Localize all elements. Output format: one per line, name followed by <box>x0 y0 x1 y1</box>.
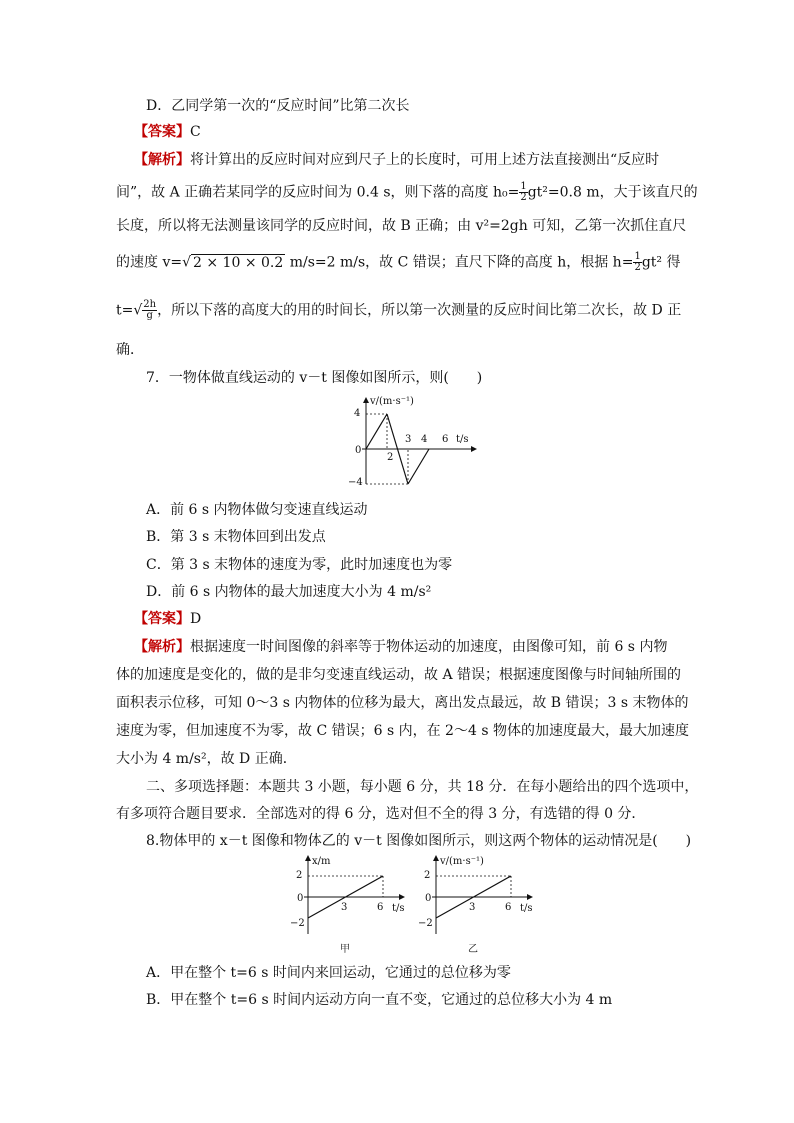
frac-num: 2h <box>143 299 157 310</box>
q7-option-c: C．第 3 s 末物体的速度为零，此时加速度也为零 <box>146 557 453 573</box>
analysis-tag: 【解析】 <box>134 152 190 168</box>
analysis-text: 将计算出的反应时间对应到尺子上的长度时，可用上述方法直接测出“反应时 <box>190 152 660 168</box>
y-tick-neg2: −2 <box>418 918 433 929</box>
answer-tag: 【答案】 <box>134 124 190 140</box>
q6-option-d: D．乙同学第一次的“反应时间”比第二次长 <box>146 98 410 114</box>
analysis-text: gt²=0.8 m，大于该直尺的 <box>527 184 698 201</box>
sqrt-content: 2 × 10 × 0.2 <box>193 254 284 271</box>
y-axis-label: v/(m·s⁻¹) <box>370 396 414 407</box>
analysis-text: 间”，故 A 正确若某同学的反应时间为 0.4 s，则下落的高度 h₀= <box>116 184 520 201</box>
y-tick-2: 2 <box>424 870 431 881</box>
x-axis-label: t/s <box>392 903 405 914</box>
x-tick-3: 3 <box>405 434 412 445</box>
q6-analysis-l1 <box>134 150 694 170</box>
x-tick-3: 3 <box>469 902 476 913</box>
analysis-text: gt² 得 <box>641 254 681 271</box>
y-tick-4: 4 <box>354 408 361 419</box>
answer-value: C <box>190 124 201 140</box>
series-segment <box>408 449 429 484</box>
graph-caption: 乙 <box>468 944 478 955</box>
x-tick-6: 6 <box>377 902 384 913</box>
y-tick-2: 2 <box>296 870 303 881</box>
q6-analysis-l3: 长度，所以将无法测量该同学的反应时间，故 B 正确；由 v²=2gh 可知，乙第一次抓住直尺 <box>116 218 687 234</box>
q7-analysis-l5: 大小为 4 m/s²，故 D 正确． <box>116 751 297 767</box>
y-axis-label: v/(m·s⁻¹) <box>440 856 484 867</box>
series-segment <box>346 876 384 897</box>
q6-analysis-l6: 确． <box>116 342 144 358</box>
frac-den: 2 <box>634 262 641 273</box>
q7-stem: 7．一物体做直线运动的 v－t 图像如图所示，则( ) <box>146 370 483 386</box>
x-axis-label: t/s <box>520 903 533 914</box>
series-segment <box>387 414 398 449</box>
fraction-half <box>519 182 527 203</box>
frac-den: 2 <box>520 192 527 203</box>
x-tick-6: 6 <box>442 434 449 445</box>
analysis-text: m/s=2 m/s，故 C 错误；直尺下降的高度 h，根据 h= <box>285 254 634 271</box>
q7-option-d: D．前 6 s 内物体的最大加速度大小为 4 m/s² <box>146 584 432 600</box>
q8-graph-yi <box>410 852 540 958</box>
q7-analysis-l2: 体的加速度是变化的，做的是非匀变速直线运动，故 A 错误；根据速度图像与时间轴所围的 <box>116 667 682 683</box>
q7-option-a: A．前 6 s 内物体做匀变速直线运动 <box>146 502 368 518</box>
series-segment <box>398 449 409 484</box>
q6-answer <box>134 122 694 142</box>
answer-value: D <box>190 611 202 627</box>
x-tick-2: 2 <box>387 452 394 463</box>
frac-den: g <box>146 310 153 321</box>
frac-num: 1 <box>634 251 641 262</box>
graph-caption: 甲 <box>340 944 350 955</box>
fraction-half <box>633 252 641 273</box>
q8-graph-jia <box>282 852 412 958</box>
q7-vt-graph <box>340 392 490 492</box>
x-tick-3: 3 <box>341 902 348 913</box>
q7-analysis-l4: 速度为零，但加速度不为零，故 C 错误；6 s 内，在 2～4 s 物体的加速度最大，最大加速度 <box>116 723 689 739</box>
series-segment <box>366 414 387 449</box>
origin-label: 0 <box>355 445 362 456</box>
answer-tag: 【答案】 <box>134 611 190 627</box>
fraction-2h-g <box>142 300 157 321</box>
q6-analysis-l2 <box>116 181 698 203</box>
x-axis-label: t/s <box>456 434 469 445</box>
y-axis-label: x/m <box>312 856 331 867</box>
q7-answer <box>134 609 694 629</box>
q8-stem: 8.物体甲的 x－t 图像和物体乙的 v－t 图像如图所示，则这两个物体的运动情况是( ) <box>146 833 692 849</box>
q7-analysis-l3: 面积表示位移，可知 0～3 s 内物体的位移为最大，离出发点最远，故 B 错误；3 s 末物体的 <box>116 695 689 711</box>
frac-num: 1 <box>520 181 527 192</box>
section2-line2: 有多项符合题目要求．全部选对的得 6 分，选对但不全的得 3 分，有选错的得 0 分． <box>116 806 646 822</box>
origin-label: 0 <box>297 893 304 904</box>
analysis-text: 根据速度一时间图像的斜率等于物体运动的加速度，由图像可知，前 6 s 内物 <box>190 639 668 655</box>
q6-analysis-l4 <box>116 251 681 273</box>
analysis-text: 的速度 v=√ <box>116 254 192 271</box>
q8-option-a: A．甲在整个 t=6 s 时间内来回运动，它通过的总位移为零 <box>146 965 511 981</box>
y-tick-neg2: −2 <box>290 918 305 929</box>
y-tick-neg4: −4 <box>348 477 363 488</box>
analysis-tag: 【解析】 <box>134 639 190 655</box>
q7-option-b: B．第 3 s 末物体回到出发点 <box>146 529 326 545</box>
analysis-text: t= <box>116 302 134 319</box>
q6-analysis-l5: t=√ $\frac{2h}{g}$ ，所以下落的高度大的用的时间长，所以第一次测量的反应时间比第二次长，故 D 正 <box>116 299 682 321</box>
q7-analysis-l1 <box>134 637 694 657</box>
origin-label: 0 <box>425 893 432 904</box>
q8-option-b: B．甲在整个 t=6 s 时间内运动方向一直不变，它通过的总位移大小为 4 m <box>146 992 613 1008</box>
series-segment <box>436 897 474 918</box>
series-segment <box>308 897 346 918</box>
section2-line1: 二、多项选择题：本题共 3 小题，每小题 6 分，共 18 分．在每小题给出的四个选项中， <box>146 779 699 795</box>
x-tick-6: 6 <box>505 902 512 913</box>
series-segment <box>474 876 512 897</box>
x-tick-4: 4 <box>421 434 428 445</box>
analysis-text: ，所以下落的高度大的用的时间长，所以第一次测量的反应时间比第二次长，故 D 正 <box>157 302 682 319</box>
